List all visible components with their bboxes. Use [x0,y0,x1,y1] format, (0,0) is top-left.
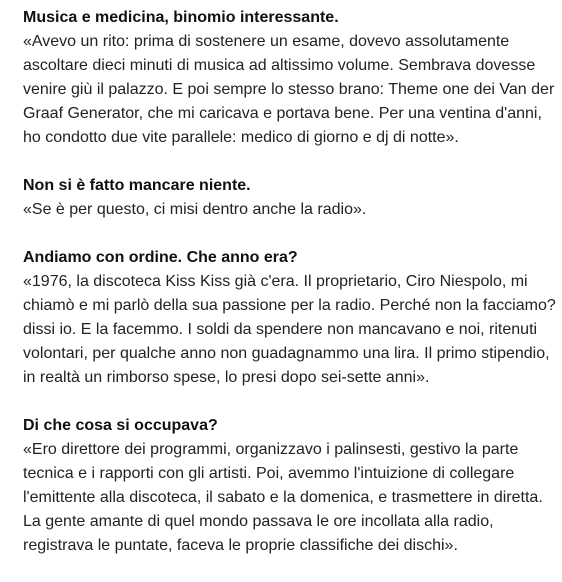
interview-answer: «Ero direttore dei programmi, organizzavo i palinsesti, gestivo la parte tecnica e i rapporti con gli artisti. Poi, avemmo l'intuizione di collegare l'emittente alla discoteca, il sabato e la domenica, e trasmettere in diretta. La gente amante di quel mondo passava le ore incollata alla radio, registrava le puntate, faceva le proprie classifiche dei dischi». [23,441,543,554]
interview-question: Di che cosa si occupava? [23,417,218,434]
qa-block-year [23,246,559,390]
interview-answer: «Se è per questo, ci misi dentro anche la radio». [23,201,367,218]
interview-article [23,6,559,582]
interview-question: Andiamo con ordine. Che anno era? [23,249,298,266]
interview-answer: «1976, la discoteca Kiss Kiss già c'era. Il proprietario, Ciro Niespolo, mi chiamò e mi parlò della sua passione per la radio. Perché non la facciamo? dissi io. E la facemmo. I soldi da spendere non mancavano e noi, ritenuti volontari, per qualche anno non guadagnammo una lira. Il primo stipendio, in realtà un rimborso spese, lo presi dopo sei-sette anni». [23,273,556,386]
qa-block-music-medicine [23,6,559,150]
interview-question: Non si è fatto mancare niente. [23,177,251,194]
interview-answer: «Avevo un rito: prima di sostenere un esame, dovevo assolutamente ascoltare dieci minuti di musica ad altissimo volume. Sembrava dovesse venire giù il palazzo. E poi sempre lo stesso brano: Theme one dei Van der Graaf Generator, che mi caricava e portava bene. Per una ventina d'anni, ho condotto due vite parallele: medico di giorno e dj di notte». [23,33,555,146]
qa-block-role [23,414,559,558]
qa-block-radio [23,174,559,222]
interview-question: Musica e medicina, binomio interessante. [23,9,339,26]
